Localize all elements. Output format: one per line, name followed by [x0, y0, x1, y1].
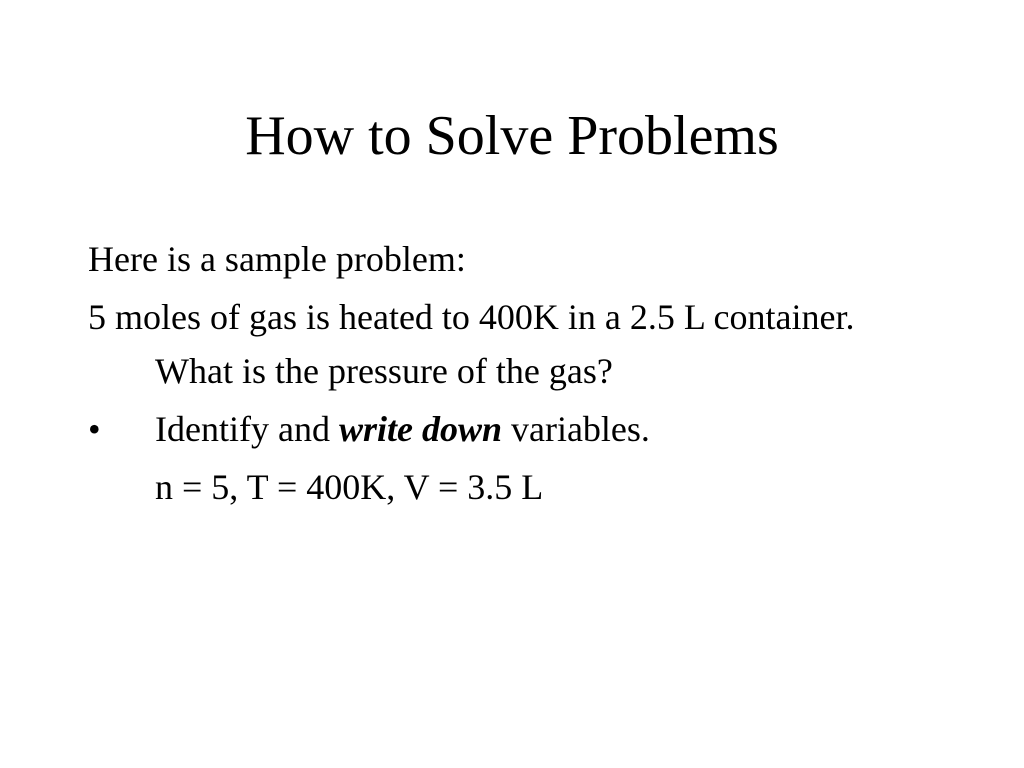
variables-text: n = 5, T = 400K, V = 3.5 L	[155, 467, 544, 507]
bullet-text-after: variables.	[501, 409, 650, 449]
intro-text: Here is a sample problem:	[88, 239, 466, 279]
slide-title: How to Solve Problems	[245, 105, 779, 167]
bullet-text-before: Identify and	[155, 409, 339, 449]
bullet-item	[88, 402, 938, 456]
bullet-icon: •	[88, 409, 101, 449]
problem-text: 5 moles of gas is heated to 400K in a 2.5 L container. What is the pressure of the gas?	[88, 297, 855, 391]
bullet-emphasis: write down	[338, 409, 502, 449]
slide-body	[88, 232, 938, 514]
